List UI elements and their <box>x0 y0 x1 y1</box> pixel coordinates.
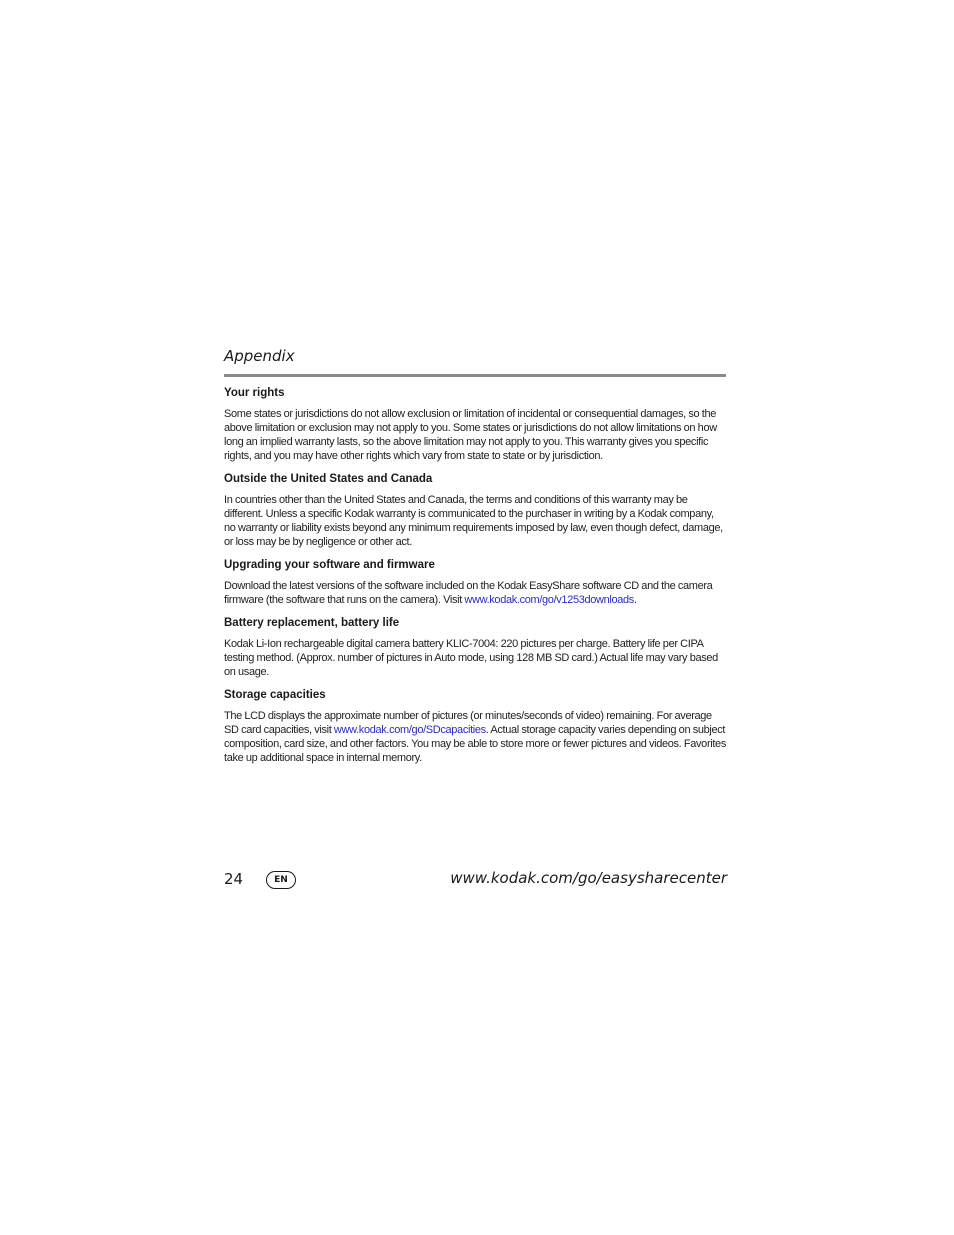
heading-outside-us-canada: Outside the United States and Canada <box>224 473 433 485</box>
page-number: 24 <box>224 870 244 888</box>
heading-upgrading-software: Upgrading your software and firmware <box>224 559 435 571</box>
heading-battery: Battery replacement, battery life <box>224 617 400 629</box>
link-sdcapacities[interactable]: www.kodak.com/go/SDcapacities <box>333 724 486 736</box>
header-rule <box>224 374 726 377</box>
section-battery <box>224 616 726 679</box>
link-v1253downloads[interactable]: www.kodak.com/go/v1253downloads <box>464 594 634 606</box>
paragraph-outside-us-canada: In countries other than the United States and Canada, the terms and conditions of this warranty may be different. Unless a specific Kodak warranty is communicated to the purchaser in writing by a Kodak company, no warranty or liability exists beyond any minimum requirements imposed by law, even though defect, damage, or loss may be by negligence or other act. <box>224 494 723 548</box>
text-upgrading-after: . <box>633 594 637 606</box>
heading-your-rights: Your rights <box>224 387 285 399</box>
paragraph-battery: Kodak Li-Ion rechargeable digital camera battery KLIC-7004: 220 pictures per charge. Battery life per CIPA testing method. (Approx. number of pictures in Auto mode, using 128 MB SD card.) Actual life may vary based on usage. <box>224 638 718 678</box>
page-content <box>224 346 726 774</box>
section-upgrading-software <box>224 558 726 607</box>
heading-storage-capacities: Storage capacities <box>224 689 326 701</box>
paragraph-upgrading-software <box>224 579 726 607</box>
section-outside-us-canada <box>224 472 726 549</box>
paragraph-storage-capacities <box>224 709 726 765</box>
paragraph-your-rights: Some states or jurisdictions do not allow exclusion or limitation of incidental or consequential damages, so the above limitation or exclusion may not apply to you. Some states or jurisdictions do not allow limitations on how long an implied warranty lasts, so the above limitation may not apply to you. This warranty gives you specific rights, and you may have other rights which vary from state to state or by jurisdiction. <box>224 408 717 462</box>
text-storage-before: The LCD displays the approximate number of pictures (or minutes/seconds of video) remaining. For average SD card capacities, visit <box>224 710 712 736</box>
section-title: Appendix <box>224 347 295 365</box>
text-upgrading-before: Download the latest versions of the software included on the Kodak EasyShare software CD and the camera firmware (the software that runs on the camera). Visit <box>224 580 713 606</box>
section-storage-capacities <box>224 688 726 765</box>
footer-url: www.kodak.com/go/easysharecenter <box>450 869 727 887</box>
text-storage-after: . Actual storage capacity varies depending on subject composition, card size, and other factors. You may be able to store more or fewer pictures and videos. Favorites take up additional space in internal memory. <box>224 724 726 764</box>
language-badge: EN <box>266 871 296 889</box>
page-footer <box>224 868 727 892</box>
section-your-rights <box>224 386 726 463</box>
